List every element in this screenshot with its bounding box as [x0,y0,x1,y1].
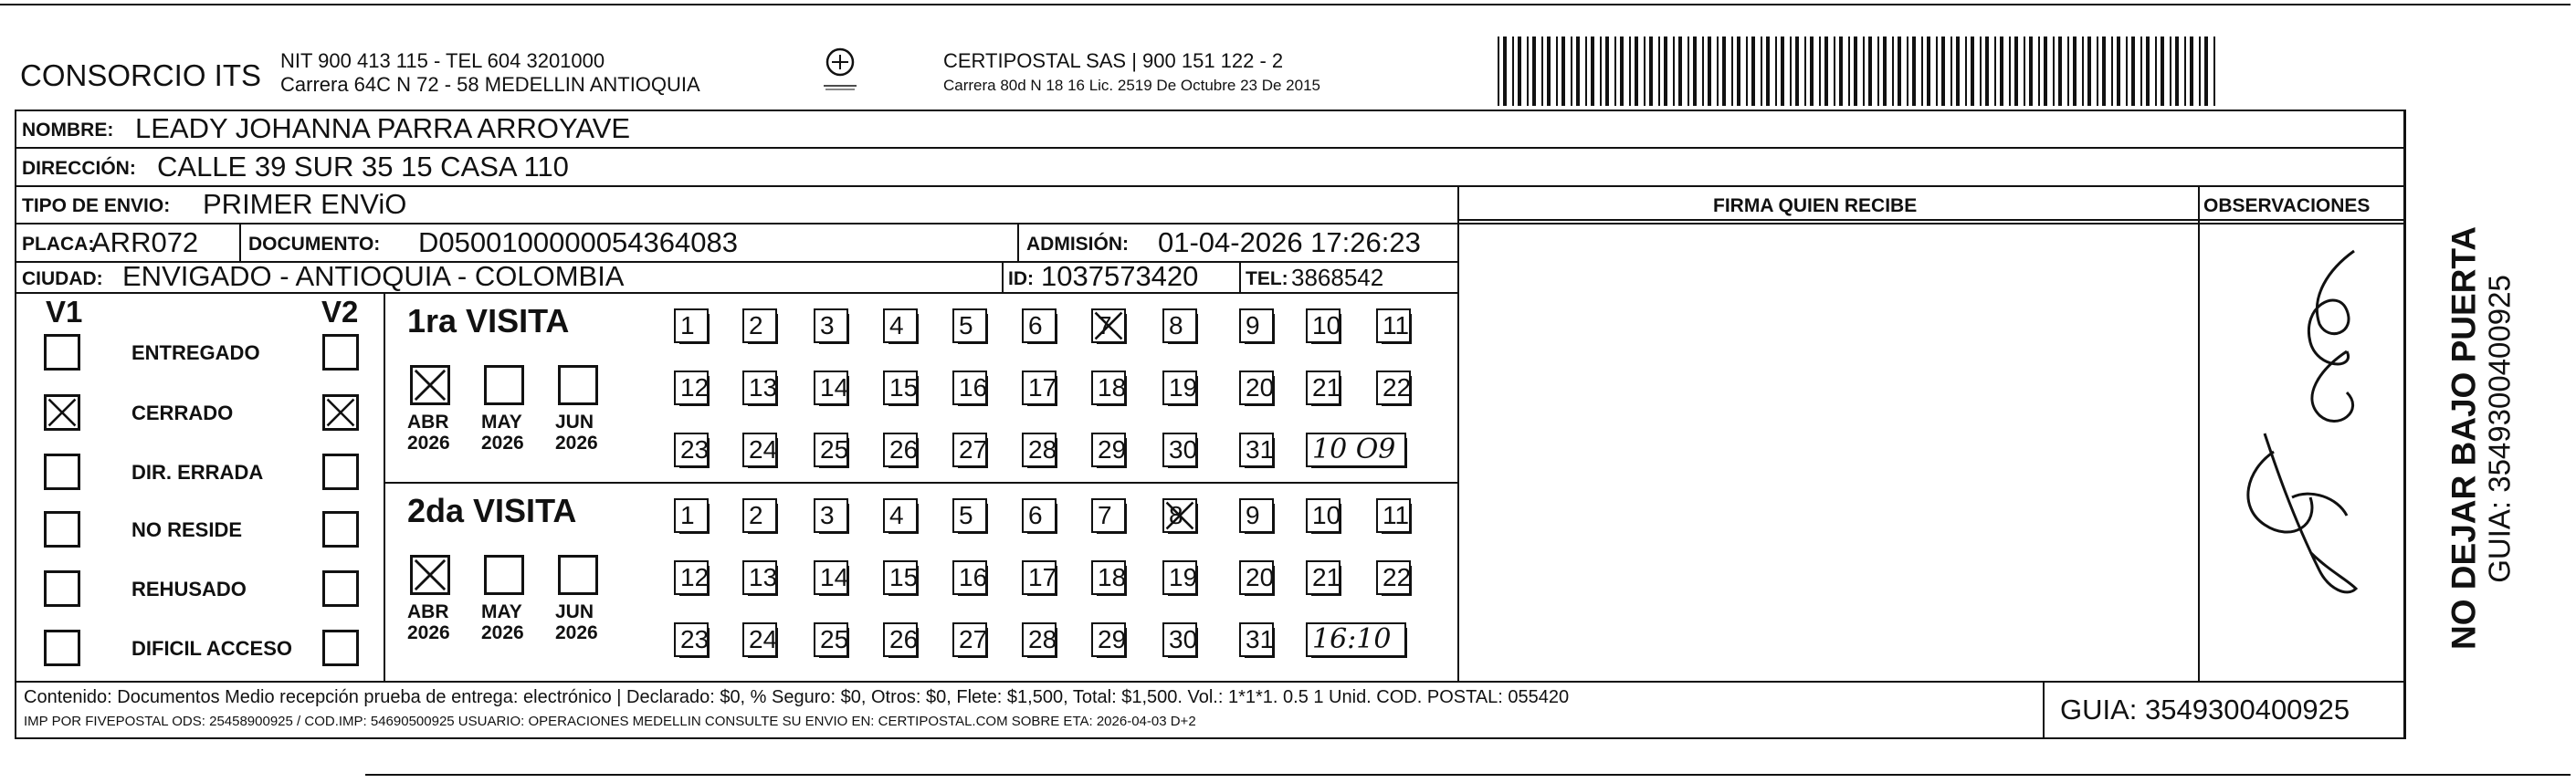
barcode-bar [1892,37,1894,106]
barcode-bar [1956,37,1960,106]
v2-checkbox[interactable] [322,570,359,607]
barcode-bar [2199,37,2201,106]
barcode-bar [2184,37,2186,106]
day-box[interactable]: 8 [1162,308,1197,343]
visit-time-box[interactable]: 10 O9 [1306,433,1406,467]
barcode-bar [1781,37,1784,106]
v1-label: V1 [46,295,83,329]
barcode-bar [1556,37,1558,106]
barcode-bar [1620,37,1624,106]
company-line-2: Carrera 64C N 72 - 58 MEDELLIN ANTIOQUIA [280,73,700,96]
day-box[interactable]: 5 [952,308,987,343]
day-box[interactable]: 13 [742,371,777,405]
day-box[interactable]: 7 [1091,498,1126,533]
barcode-bar [1693,37,1697,106]
barcode-bar [1585,37,1587,106]
barcode-bar [1819,37,1821,106]
row-line [15,223,2405,224]
barcode-bar [1717,37,1719,106]
barcode-bar [1950,37,1952,106]
barcode-bar [1673,37,1675,106]
day-box[interactable]: 23 [674,433,709,467]
barcode-bar [2058,37,2062,106]
day-box[interactable]: 15 [883,371,918,405]
barcode-bar [1664,37,1667,106]
barcode-bar [1498,37,1499,106]
day-box[interactable]: 9 [1239,498,1274,533]
day-box[interactable]: 22 [1376,560,1411,595]
day-box[interactable]: 29 [1091,622,1126,657]
v2-checkbox[interactable] [322,334,359,371]
day-box[interactable]: 6 [1022,308,1057,343]
day-box[interactable]: 4 [883,498,918,533]
month-label: MAY [481,412,522,433]
day-box[interactable]: 23 [674,622,709,657]
barcode-bar [1936,37,1938,106]
barcode-bar [1512,37,1514,106]
carrier-line-1: CERTIPOSTAL SAS | 900 151 122 - 2 [943,49,1284,72]
month-checkbox[interactable] [558,365,598,405]
status-option-label: CERRADO [131,402,234,424]
barcode-bar [1761,37,1762,106]
barcode-bar [1912,37,1916,106]
day-box[interactable]: 7 [1091,308,1126,343]
day-box[interactable]: 31 [1239,433,1274,467]
barcode-bar [1649,37,1653,106]
barcode-bar [1702,37,1704,106]
v1-checkbox[interactable] [44,570,80,607]
barcode-bar [1824,37,1828,106]
barcode-bar [1541,37,1543,106]
day-box[interactable]: 26 [883,433,918,467]
row-line [1457,219,2405,221]
barcode-bar [1635,37,1638,106]
barcode-bar [1708,37,1711,106]
barcode-bar [1605,37,1609,106]
barcode-bar [2053,37,2055,106]
barcode-bar [2175,37,2179,106]
barcode-bar [2044,37,2047,106]
barcode [1498,37,2224,106]
month-checkbox[interactable] [410,365,450,405]
tipo-label: TIPO DE ENVIO: [22,195,171,216]
day-box[interactable]: 30 [1162,433,1197,467]
barcode-bar [1883,37,1887,106]
tel-label: TEL: [1246,268,1288,289]
v2-checkbox[interactable] [322,630,359,666]
documento-value: D0500100000054364083 [418,226,738,258]
year-label: 2026 [481,622,524,643]
barcode-bar [1877,37,1879,106]
day-box[interactable]: 25 [814,433,848,467]
month-label: JUN [555,601,594,622]
month-label: MAY [481,601,522,622]
admision-label: ADMISIÓN: [1026,234,1129,255]
barcode-bar [2146,37,2150,106]
id-value: 1037573420 [1041,260,1199,292]
day-box[interactable]: 1 [674,308,709,343]
barcode-bar [1678,37,1682,106]
barcode-bar [1775,37,1777,106]
barcode-bar [1571,37,1572,106]
day-box[interactable]: 27 [952,433,987,467]
col-line [1457,185,1459,683]
barcode-bar [2170,37,2171,106]
direccion-value: CALLE 39 SUR 35 15 CASA 110 [157,151,569,183]
day-box[interactable]: 3 [814,308,848,343]
day-box[interactable]: 31 [1239,622,1274,657]
day-box[interactable]: 19 [1162,371,1197,405]
barcode-bar [1527,37,1529,106]
barcode-bar [2029,37,2033,106]
col-line [2043,681,2045,739]
v1-checkbox[interactable] [44,334,80,371]
barcode-bar [1576,37,1580,106]
barcode-bar [2000,37,2003,106]
side-warning: NO DEJAR BAJO PUERTA [2445,226,2483,650]
footer-line-1: Contenido: Documentos Medio recepción prueba de entrega: electrónico | Declarado: $0, % Seguro: $0, Otros: $0, Flete: $1,500, Total: $1,500. Vol.: 1*1*1. 0.5 1 Unid. COD. POSTAL: 055420 [24,687,1570,707]
day-box[interactable]: 2 [742,498,777,533]
barcode-bar [1994,37,1996,106]
day-box[interactable]: 24 [742,433,777,467]
barcode-bar [2190,37,2193,106]
v2-checkbox[interactable] [322,454,359,490]
day-box[interactable]: 11 [1376,308,1411,343]
day-box[interactable]: 9 [1239,308,1274,343]
barcode-bar [2082,37,2084,106]
day-box[interactable]: 25 [814,622,848,657]
tel-value: 3868542 [1291,264,1384,291]
day-box[interactable]: 6 [1022,498,1057,533]
col-line [2198,185,2200,683]
v2-label: V2 [321,295,359,329]
footer-guia: GUIA: 3549300400925 [2060,694,2350,726]
year-label: 2026 [481,433,524,454]
company-line-1: NIT 900 413 115 - TEL 604 3201000 [280,49,605,72]
barcode-bar [2067,37,2069,106]
barcode-bar [2117,37,2120,106]
barcode-bar [1839,37,1843,106]
day-box[interactable]: 24 [742,622,777,657]
day-box[interactable]: 22 [1376,371,1411,405]
day-box[interactable]: 17 [1022,371,1057,405]
barcode-bar [1834,37,1835,106]
company-name: CONSORCIO ITS [20,58,262,92]
day-box[interactable]: 13 [742,560,777,595]
barcode-bar [2038,37,2040,106]
day-box[interactable]: 12 [674,371,709,405]
v2-checkbox[interactable] [322,511,359,548]
barcode-bar [1561,37,1565,106]
barcode-bar [1722,37,1726,106]
barcode-bar [1518,37,1521,106]
barcode-bar [1965,37,1967,106]
visit-title: 2da VISITA [407,492,577,529]
barcode-bar [1532,37,1536,106]
bottom-rule [365,774,2571,776]
row-line [15,185,2405,187]
direccion-label: DIRECCIÓN: [22,158,136,179]
day-box[interactable]: 27 [952,622,987,657]
barcode-bar [1600,37,1602,106]
tipo-value: PRIMER ENViO [203,188,407,220]
barcode-bar [1746,37,1748,106]
observaciones-label: OBSERVACIONES [2203,195,2371,216]
v1-checkbox[interactable] [44,394,80,431]
day-box[interactable]: 29 [1091,433,1126,467]
day-box[interactable]: 5 [952,498,987,533]
col-line [384,292,385,681]
day-box[interactable]: 21 [1306,371,1341,405]
barcode-bar [2140,37,2142,106]
day-box[interactable]: 14 [814,371,848,405]
status-option-label: DIR. ERRADA [131,461,264,484]
day-box[interactable]: 26 [883,622,918,657]
barcode-bar [1980,37,1982,106]
barcode-bar [1591,37,1594,106]
top-rule [0,4,2571,5]
certipostal-logo [820,46,860,95]
day-box[interactable]: 11 [1376,498,1411,533]
barcode-bar [1971,37,1974,106]
status-option-label: NO RESIDE [131,518,243,541]
day-box[interactable]: 1 [674,498,709,533]
barcode-bar [2087,37,2091,106]
barcode-bar [1547,37,1551,106]
barcode-bar [2073,37,2077,106]
day-box[interactable]: 8 [1162,498,1197,533]
day-box[interactable]: 18 [1091,560,1126,595]
placa-label: PLACA: [22,234,95,255]
barcode-bar [1927,37,1930,106]
status-option-label: ENTREGADO [131,341,260,364]
month-label: ABR [407,412,449,433]
barcode-bar [1658,37,1660,106]
barcode-bar [1810,37,1814,106]
day-box[interactable]: 28 [1022,433,1057,467]
day-box[interactable]: 15 [883,560,918,595]
barcode-bar [1848,37,1850,106]
carrier-line-2: Carrera 80d N 18 16 Lic. 2519 De Octubre 23 De 2015 [943,77,1320,94]
firma-label: FIRMA QUIEN RECIBE [1713,195,1918,216]
barcode-bar [1614,37,1616,106]
barcode-bar [1985,37,1989,106]
ciudad-label: CIUDAD: [22,268,103,289]
admision-value: 01-04-2026 17:26:23 [1158,226,1421,258]
day-box[interactable]: 28 [1022,622,1057,657]
visit-time-box[interactable]: 16:10 [1306,622,1406,657]
barcode-bar [2102,37,2106,106]
status-option-label: DIFICIL ACCESO [131,637,293,660]
month-label: JUN [555,412,594,433]
barcode-bar [2097,37,2098,106]
barcode-bar [2009,37,2011,106]
day-box[interactable]: 2 [742,308,777,343]
barcode-bar [1737,37,1740,106]
year-label: 2026 [555,622,598,643]
handwritten-signature [2210,224,2392,625]
v1-checkbox[interactable] [44,511,80,548]
status-option-label: REHUSADO [131,578,247,600]
barcode-bar [1854,37,1857,106]
side-guia: GUIA: 3549300400925 [2482,275,2517,583]
month-checkbox[interactable] [558,555,598,595]
barcode-bar [2014,37,2018,106]
id-label: ID: [1008,268,1034,289]
barcode-bar [1790,37,1792,106]
day-box[interactable]: 4 [883,308,918,343]
footer-line-2: IMP POR FIVEPOSTAL ODS: 25458900925 / COD.IMP: 54690500925 USUARIO: OPERACIONES MEDELLIN CONSULTE SU ENVIO EN: CERTIPOSTAL.COM SOBRE ETA: 2026-04-03 D+2 [24,714,1196,729]
row-line [15,292,1457,294]
barcode-bar [1804,37,1806,106]
barcode-bar [1731,37,1733,106]
barcode-bar [2155,37,2157,106]
v1-checkbox[interactable] [44,630,80,666]
barcode-bar [2024,37,2025,106]
day-box[interactable]: 21 [1306,560,1341,595]
placa-value: ARR072 [91,226,199,258]
barcode-bar [1751,37,1755,106]
day-box[interactable]: 10 [1306,308,1341,343]
barcode-bar [1644,37,1645,106]
day-box[interactable]: 12 [674,560,709,595]
day-box[interactable]: 20 [1239,371,1274,405]
day-box[interactable]: 18 [1091,371,1126,405]
v1-checkbox[interactable] [44,454,80,490]
month-label: ABR [407,601,449,622]
ciudad-value: ENVIGADO - ANTIOQUIA - COLOMBIA [122,260,625,292]
day-box[interactable]: 10 [1306,498,1341,533]
month-checkbox[interactable] [484,365,524,405]
col-line [1002,261,1004,292]
barcode-bar [2126,37,2128,106]
barcode-bar [2161,37,2164,106]
barcode-bar [1907,37,1908,106]
col-line [1017,223,1019,261]
nombre-value: LEADY JOHANNA PARRA ARROYAVE [135,112,631,144]
barcode-bar [2131,37,2135,106]
day-box[interactable]: 30 [1162,622,1197,657]
visit-title: 1ra VISITA [407,302,570,339]
col-line [239,223,241,261]
barcode-bar [1503,37,1507,106]
day-box[interactable]: 16 [952,560,987,595]
row-line [384,482,1457,484]
barcode-bar [1795,37,1799,106]
documento-label: DOCUMENTO: [248,234,381,255]
barcode-bar [1629,37,1631,106]
day-box[interactable]: 17 [1022,560,1057,595]
col-line [2404,110,2406,739]
col-line [1239,261,1241,292]
barcode-bar [1898,37,1901,106]
day-box[interactable]: 19 [1162,560,1197,595]
year-label: 2026 [555,433,598,454]
barcode-bar [1868,37,1872,106]
year-label: 2026 [407,622,450,643]
barcode-bar [1941,37,1945,106]
day-box[interactable]: 14 [814,560,848,595]
barcode-bar [1921,37,1923,106]
day-box[interactable]: 16 [952,371,987,405]
barcode-bar [2213,37,2215,106]
barcode-bar [1863,37,1865,106]
barcode-bar [1766,37,1770,106]
month-checkbox[interactable] [410,555,450,595]
barcode-bar [2204,37,2208,106]
barcode-bar [2111,37,2113,106]
day-box[interactable]: 20 [1239,560,1274,595]
day-box[interactable]: 3 [814,498,848,533]
year-label: 2026 [407,433,450,454]
row-line [15,147,2405,149]
barcode-bar [1688,37,1689,106]
v2-checkbox[interactable] [322,394,359,431]
month-checkbox[interactable] [484,555,524,595]
nombre-label: NOMBRE: [22,120,114,141]
